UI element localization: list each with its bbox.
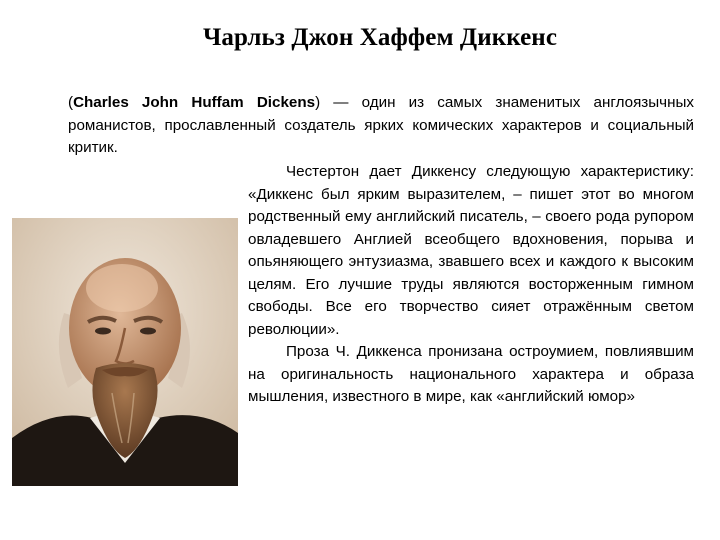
page-title: Чарльз Джон Хаффем Диккенс	[202, 24, 558, 51]
chesterton-quote-block	[248, 161, 694, 409]
english-name: Charles John Huffam Dickens	[73, 94, 316, 111]
intro-paragraph	[68, 92, 694, 160]
intro-text: ) — один из самых знаменитых англоязычных романистов, прославленный создатель ярких комических характеров и социальный критик.	[68, 94, 694, 156]
dickens-portrait	[12, 218, 238, 486]
portrait-illustration	[12, 218, 238, 486]
quote-paragraph: Честертон дает Диккенсу следующую характеристику: «Диккенс был ярким выразителем, – пишет этот во многом родственный ему английский писатель, – своего рода рупором овладевшего Англией всеобщего вдохновения, порыва и опьяняющего энтузиазма, звавшего всех и каждого к высоким целям. Его лучшие труды являются восторженным гимном свободы. Все его творчество сияет отражённым светом революции».	[248, 163, 694, 338]
humor-paragraph: Проза Ч. Диккенса пронизана остроумием, повлиявшим на оригинальность национального характера и образа мышления, известного в мире, как «английский юмор»	[248, 343, 694, 405]
intro-open-paren: (	[68, 94, 74, 111]
